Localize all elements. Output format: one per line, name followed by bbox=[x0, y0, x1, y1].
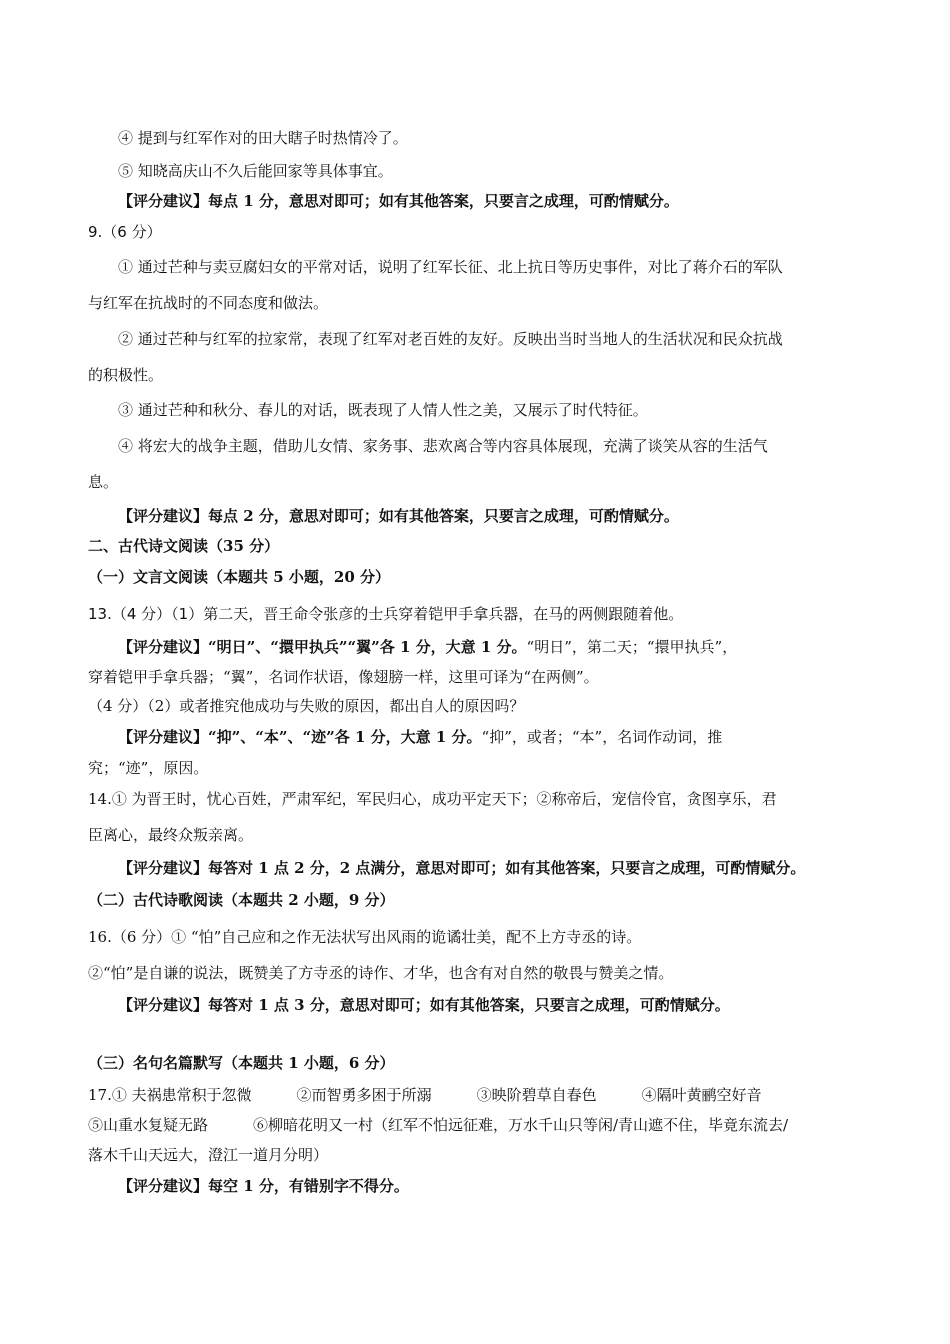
answer-9-point-4-line-2: 息。 bbox=[88, 473, 119, 491]
subsection-classical-prose-heading: （一）文言文阅读（本题共 5 小题，20 分） bbox=[88, 568, 390, 586]
scoring-note-13-2-label: 【评分建议】“抑”、“本”、“迹”各 1 分，大意 1 分。 bbox=[118, 728, 482, 746]
subsection-dictation-heading: （三）名句名篇默写（本题共 1 小题，6 分） bbox=[88, 1054, 395, 1072]
answer-9-point-2-line-1: ② 通过芒种与红军的拉家常，表现了红军对老百姓的友好。反映出当时当地人的生活状况和民众抗战 bbox=[118, 330, 783, 348]
section-2-heading: 二、古代诗文阅读（35 分） bbox=[88, 537, 280, 555]
answer-17-line-1: 17.① 夫祸患常积于忽微 ②而智勇多困于所溺 ③映阶碧草自春色 ④隔叶黄鹂空好音 bbox=[88, 1086, 762, 1104]
scoring-note-13-1-detail: “明日”，第二天；“擐甲执兵”， bbox=[526, 638, 738, 656]
answer-9-point-3: ③ 通过芒种和秋分、春儿的对话，既表现了人情人性之美，又展示了时代特征。 bbox=[118, 401, 648, 419]
scoring-note-13-1-line-1 bbox=[118, 636, 737, 658]
answer-17-line-3: 落木千山天远大，澄江一道月分明） bbox=[88, 1146, 329, 1164]
scoring-note-13-1-label: 【评分建议】“明日”、“擐甲执兵”“翼”各 1 分，大意 1 分。 bbox=[118, 638, 527, 656]
scoring-note-16: 【评分建议】每答对 1 点 3 分，意思对即可；如有其他答案，只要言之成理，可酌情赋分。 bbox=[118, 996, 730, 1014]
scoring-note-9: 【评分建议】每点 2 分，意思对即可；如有其他答案，只要言之成理，可酌情赋分。 bbox=[118, 507, 679, 525]
answer-16-line-2: ②“怕”是自谦的说法，既赞美了方寺丞的诗作、才华，也含有对自然的敬畏与赞美之情。 bbox=[88, 964, 674, 982]
answer-17-line-2: ⑤山重水复疑无路 ⑥柳暗花明又一村（红军不怕远征难，万水千山只等闲/青山遮不住，毕竟东流去/ bbox=[88, 1116, 789, 1134]
question-9-heading: 9.（6 分） bbox=[88, 223, 162, 241]
scoring-note-13-2-line-1 bbox=[118, 726, 722, 748]
answer-16-line-1: 16.（6 分）① “怕”自己应和之作无法状写出风雨的诡谲壮美，配不上方寺丞的诗。 bbox=[88, 928, 642, 946]
scoring-note-13-2-line-2: 究；“迹”，原因。 bbox=[88, 759, 209, 777]
scoring-note-13-2-detail: “抑”，或者；“本”，名词作动词，推 bbox=[481, 728, 723, 746]
scoring-note-8: 【评分建议】每点 1 分，意思对即可；如有其他答案，只要言之成理，可酌情赋分。 bbox=[118, 192, 679, 210]
answer-8-point-5: ⑤ 知晓高庆山不久后能回家等具体事宜。 bbox=[118, 162, 393, 180]
scoring-note-17: 【评分建议】每空 1 分，有错别字不得分。 bbox=[118, 1177, 409, 1195]
answer-9-point-4-line-1: ④ 将宏大的战争主题，借助儿女情、家务事、悲欢离合等内容具体展现，充满了谈笑从容的生活气 bbox=[118, 437, 768, 455]
answer-14-line-1: 14.① 为晋王时，忧心百姓，严肃军纪，军民归心，成功平定天下；②称帝后，宠信伶官，贪图享乐，君 bbox=[88, 790, 777, 808]
answer-14-line-2: 臣离心，最终众叛亲离。 bbox=[88, 826, 254, 844]
answer-8-point-4: ④ 提到与红军作对的田大瞎子时热情冷了。 bbox=[118, 129, 408, 147]
answer-13-part-1: 13.（4 分）（1）第二天，晋王命令张彦的士兵穿着铠甲手拿兵器，在马的两侧跟随着他。 bbox=[88, 605, 684, 623]
scoring-note-14: 【评分建议】每答对 1 点 2 分，2 点满分，意思对即可；如有其他答案，只要言之成理，可酌情赋分。 bbox=[118, 859, 806, 877]
answer-9-point-1-line-1: ① 通过芒种与卖豆腐妇女的平常对话，说明了红军长征、北上抗日等历史事件，对比了蒋介石的军队 bbox=[118, 258, 783, 276]
answer-9-point-1-line-2: 与红军在抗战时的不同态度和做法。 bbox=[88, 294, 329, 312]
answer-9-point-2-line-2: 的积极性。 bbox=[88, 366, 164, 384]
subsection-poetry-heading: （二）古代诗歌阅读（本题共 2 小题，9 分） bbox=[88, 891, 395, 909]
scoring-note-13-1-line-2: 穿着铠甲手拿兵器；“翼”，名词作状语，像翅膀一样，这里可译为“在两侧”。 bbox=[88, 668, 599, 686]
answer-13-part-2: （4 分）（2）或者推究他成功与失败的原因，都出自人的原因吗？ bbox=[88, 697, 525, 715]
